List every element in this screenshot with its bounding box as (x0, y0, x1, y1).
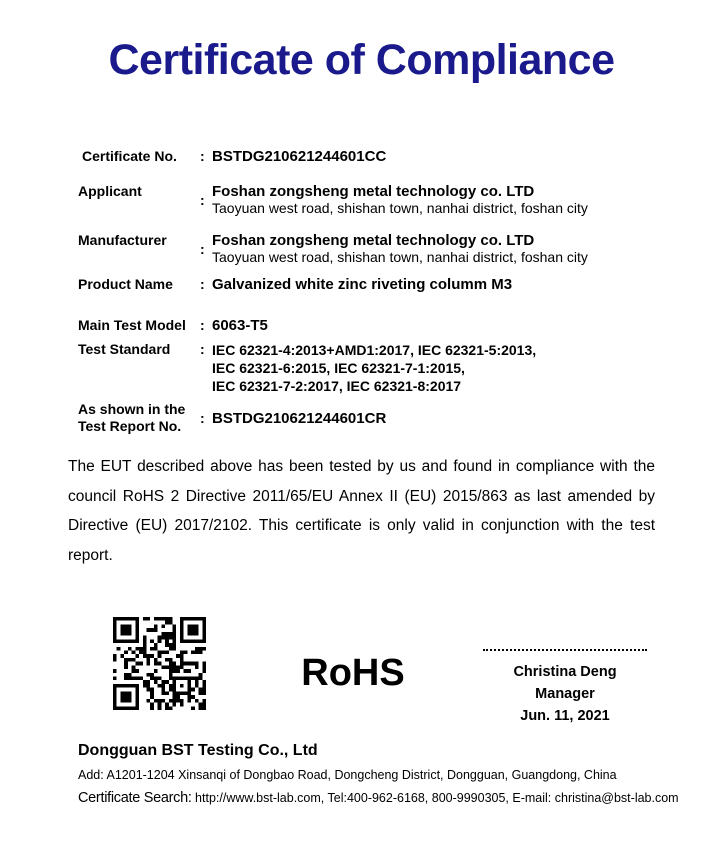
field-row-certificate-no (78, 148, 659, 165)
test-report-number-value: BSTDG210621244601CR (212, 409, 387, 427)
certificate-search-label: Certificate Search: (78, 790, 192, 806)
field-label: Applicant (78, 183, 142, 199)
test-standard-line: IEC 62321-6:2015, IEC 62321-7-1:2015, (212, 360, 465, 376)
certificate-title: Certificate of Compliance (108, 36, 615, 84)
certificate-number-value: BSTDG210621244601CC (212, 148, 387, 165)
field-label: Manufacturer (78, 232, 167, 248)
field-row-manufacturer (78, 232, 659, 266)
field-label (78, 401, 200, 435)
compliance-statement: The EUT described above has been tested by us and found in compliance with the council RoHS 2 Directive 2011/65/EU Annex II (EU) 2015/863 as last amended by Directive (EU) 2017/2102. This certificate is only valid in conjunction with the test report. (68, 458, 655, 564)
field-label: Main Test Model (78, 317, 186, 333)
field-colon: : (200, 148, 205, 164)
field-colon: : (200, 240, 205, 257)
field-colon: : (200, 276, 205, 292)
field-row-test-standard (78, 341, 659, 395)
test-standard-value (212, 341, 659, 395)
manufacturer-address: Taoyuan west road, shishan town, nanhai district, foshan city (212, 249, 588, 265)
test-standard-line: IEC 62321-4:2013+AMD1:2017, IEC 62321-5:2013, (212, 342, 537, 358)
signature-block (483, 649, 647, 727)
field-row-applicant (78, 183, 659, 217)
signature-dotted-line (483, 649, 647, 651)
field-row-test-report-no (78, 401, 659, 435)
applicant-value (212, 183, 659, 217)
qr-code-image (113, 617, 206, 710)
certificate-fields (78, 148, 659, 435)
field-label-line1: As shown in the (78, 401, 186, 417)
manufacturer-value (212, 232, 659, 266)
rohs-logo: RoHS (301, 652, 405, 694)
product-name-value: Galvanized white zinc riveting columm M3 (212, 276, 513, 293)
issuer-address: Add: A1201-1204 Xinsanqi of Dongbao Road, Dongcheng District, Dongguan, Guangdong, China (78, 768, 617, 782)
signatory-name: Christina Deng (513, 664, 617, 680)
field-label-line2: Test Report No. (78, 418, 182, 434)
field-row-product-name (78, 276, 659, 293)
field-row-main-test-model (78, 317, 659, 334)
applicant-name: Foshan zongsheng metal technology co. LTD (212, 183, 535, 200)
applicant-address: Taoyuan west road, shishan town, nanhai district, foshan city (212, 200, 588, 216)
signature-date: Jun. 11, 2021 (520, 708, 610, 724)
issuer-company-name: Dongguan BST Testing Co., Ltd (78, 742, 318, 759)
field-label: Product Name (78, 276, 173, 292)
field-label: Certificate No. (82, 148, 177, 164)
manufacturer-name: Foshan zongsheng metal technology co. LTD (212, 232, 535, 249)
certificate-search-value: http://www.bst-lab.com, Tel:400-962-6168, 800-9990305, E-mail: christina@bst-lab.com (191, 791, 679, 805)
signatory-role: Manager (535, 686, 595, 702)
certificate-search-line (78, 790, 679, 806)
main-test-model-value: 6063-T5 (212, 317, 268, 334)
field-colon: : (200, 409, 205, 426)
test-standard-line: IEC 62321-7-2:2017, IEC 62321-8:2017 (212, 378, 462, 394)
qr-code-icon (113, 617, 206, 710)
field-colon: : (200, 341, 205, 357)
field-colon: : (200, 191, 205, 208)
field-colon: : (200, 317, 205, 333)
field-label: Test Standard (78, 341, 171, 357)
